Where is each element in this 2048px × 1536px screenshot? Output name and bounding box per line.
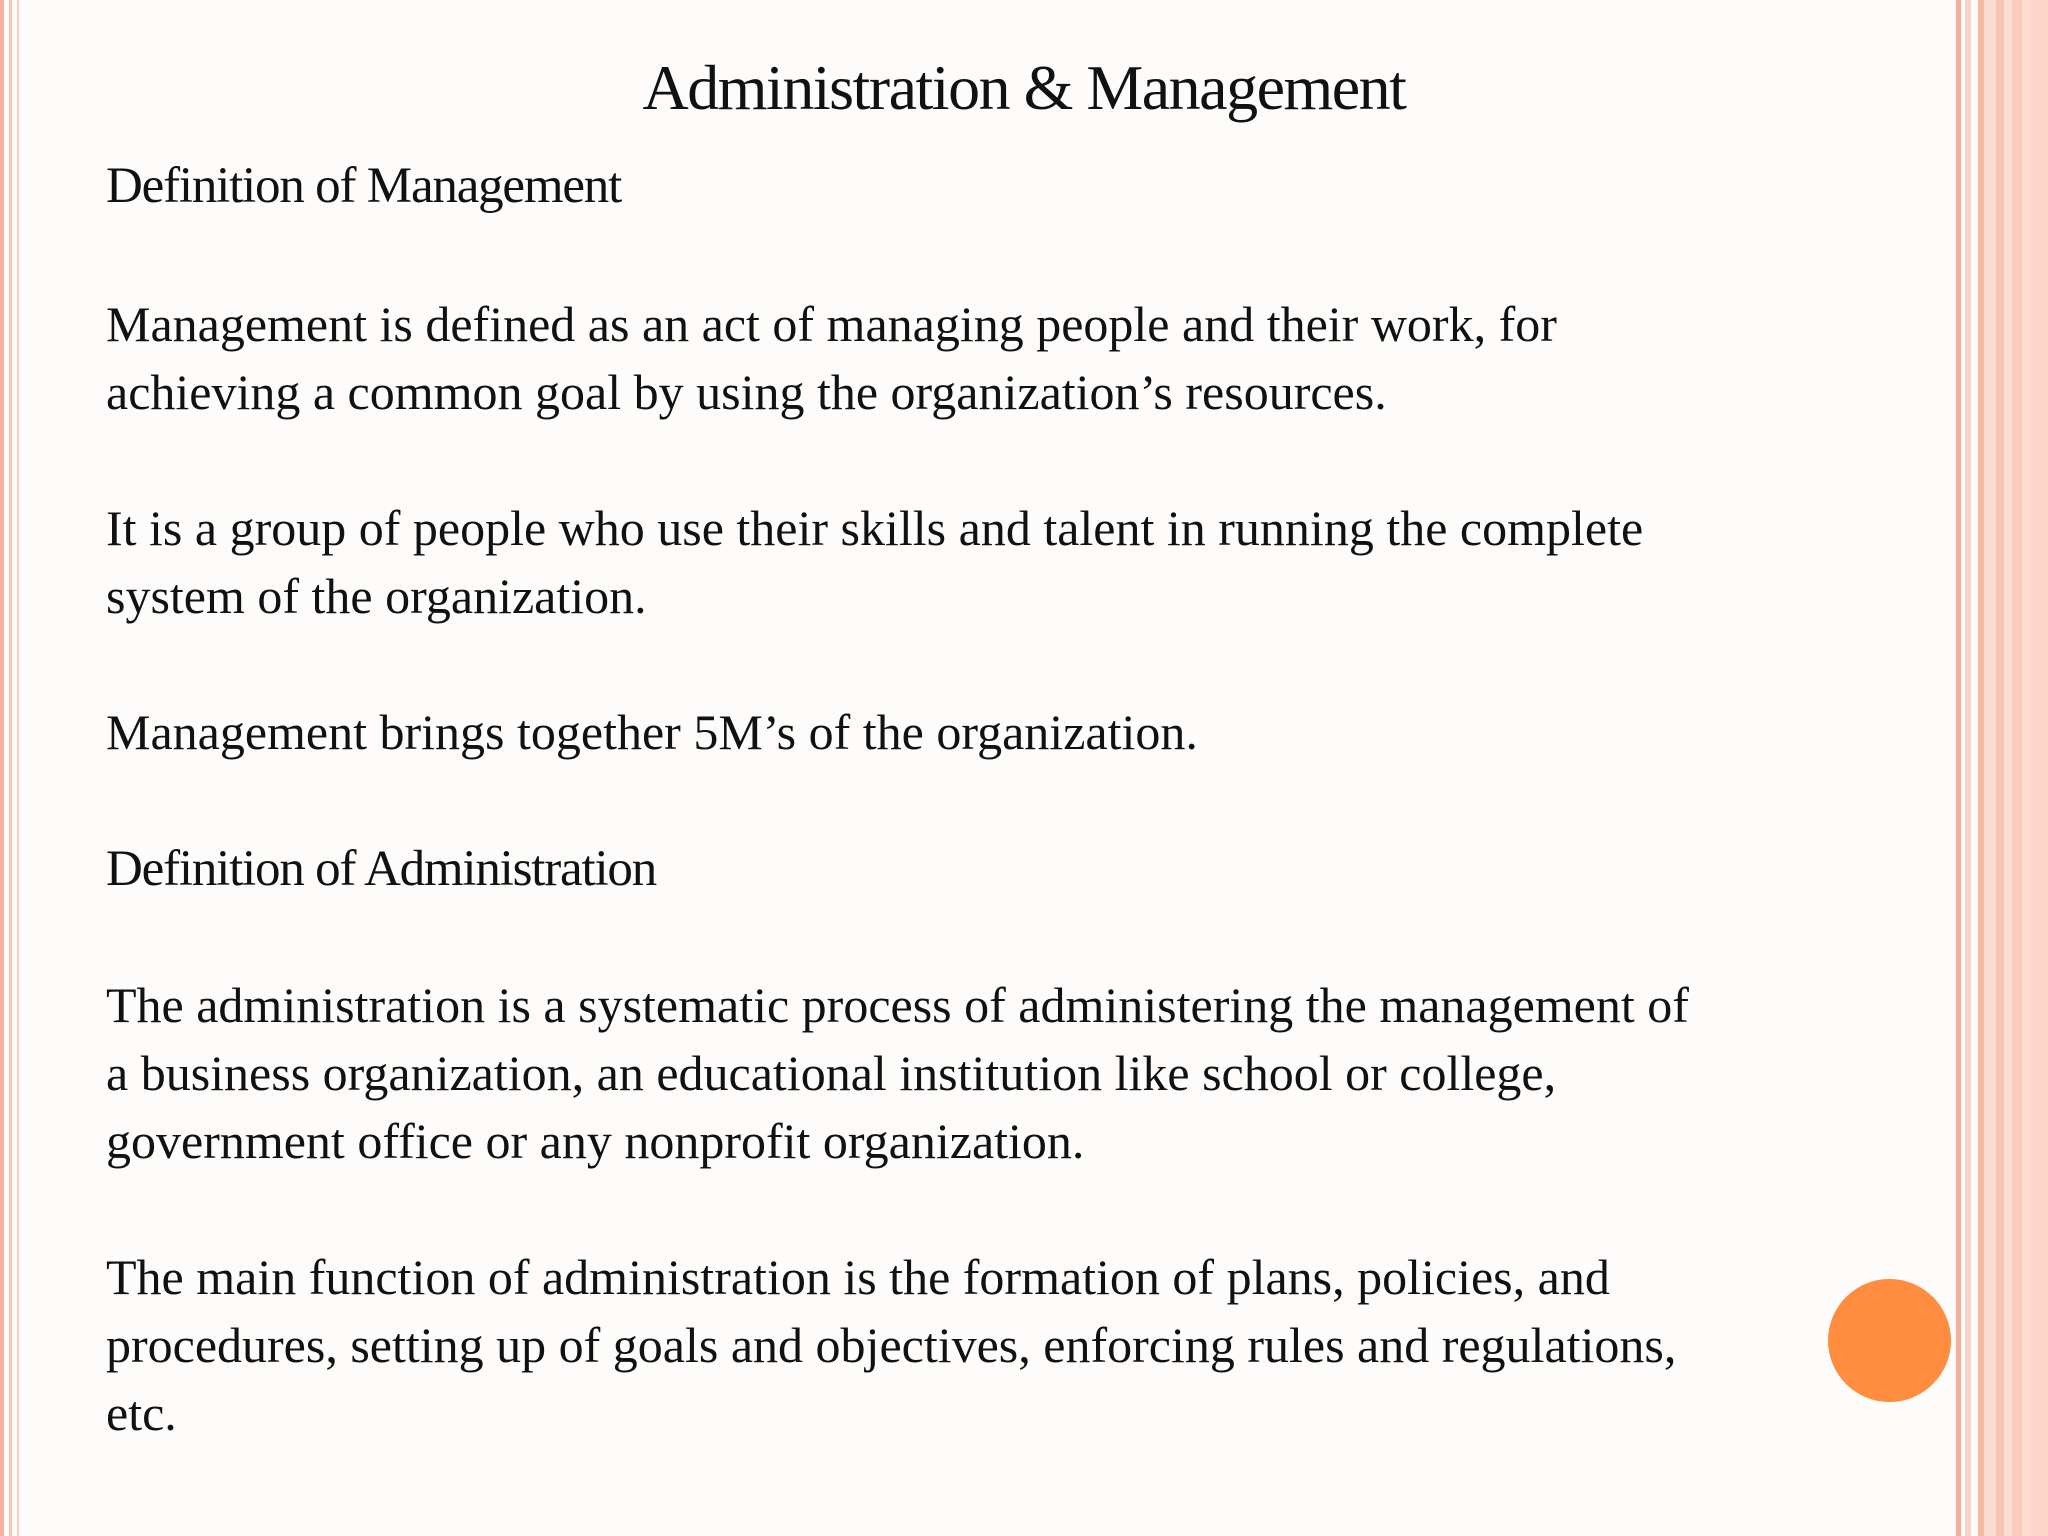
- management-paragraph-1: Management is defined as an act of managing people and their work, for achieving a common goal by using the organization’s resources.: [106, 296, 1557, 420]
- administration-paragraph-1: The administration is a systematic process of administering the management of a business organization, an educational institution like school or college, government office or any nonprofit organization.: [106, 977, 1689, 1169]
- right-border-stripe: [1996, 0, 2004, 1536]
- right-border-stripe: [2012, 0, 2022, 1536]
- right-border-stripe: [1978, 0, 1984, 1536]
- left-border-stripe: [17, 0, 19, 1536]
- left-border-stripe: [9, 0, 12, 1536]
- right-border-stripe: [1965, 0, 1971, 1536]
- management-paragraph-3: Management brings together 5M’s of the organization.: [106, 704, 1198, 760]
- section-heading-administration: Definition of Administration: [106, 841, 657, 897]
- left-border-stripe: [0, 0, 4, 1536]
- management-paragraph-2: It is a group of people who use their skills and talent in running the complete system of the organization.: [106, 500, 1644, 624]
- section-heading-management: Definition of Management: [106, 158, 622, 214]
- right-border-stripe: [1956, 0, 1961, 1536]
- right-border-stripe: [2030, 0, 2048, 1536]
- administration-paragraph-2: The main function of administration is the formation of plans, policies, and procedures, setting up of goals and objectives, enforcing rules and regulations, etc.: [106, 1249, 1677, 1441]
- decorative-orange-circle: [1828, 1279, 1951, 1402]
- slide-title: Administration & Management: [642, 52, 1406, 123]
